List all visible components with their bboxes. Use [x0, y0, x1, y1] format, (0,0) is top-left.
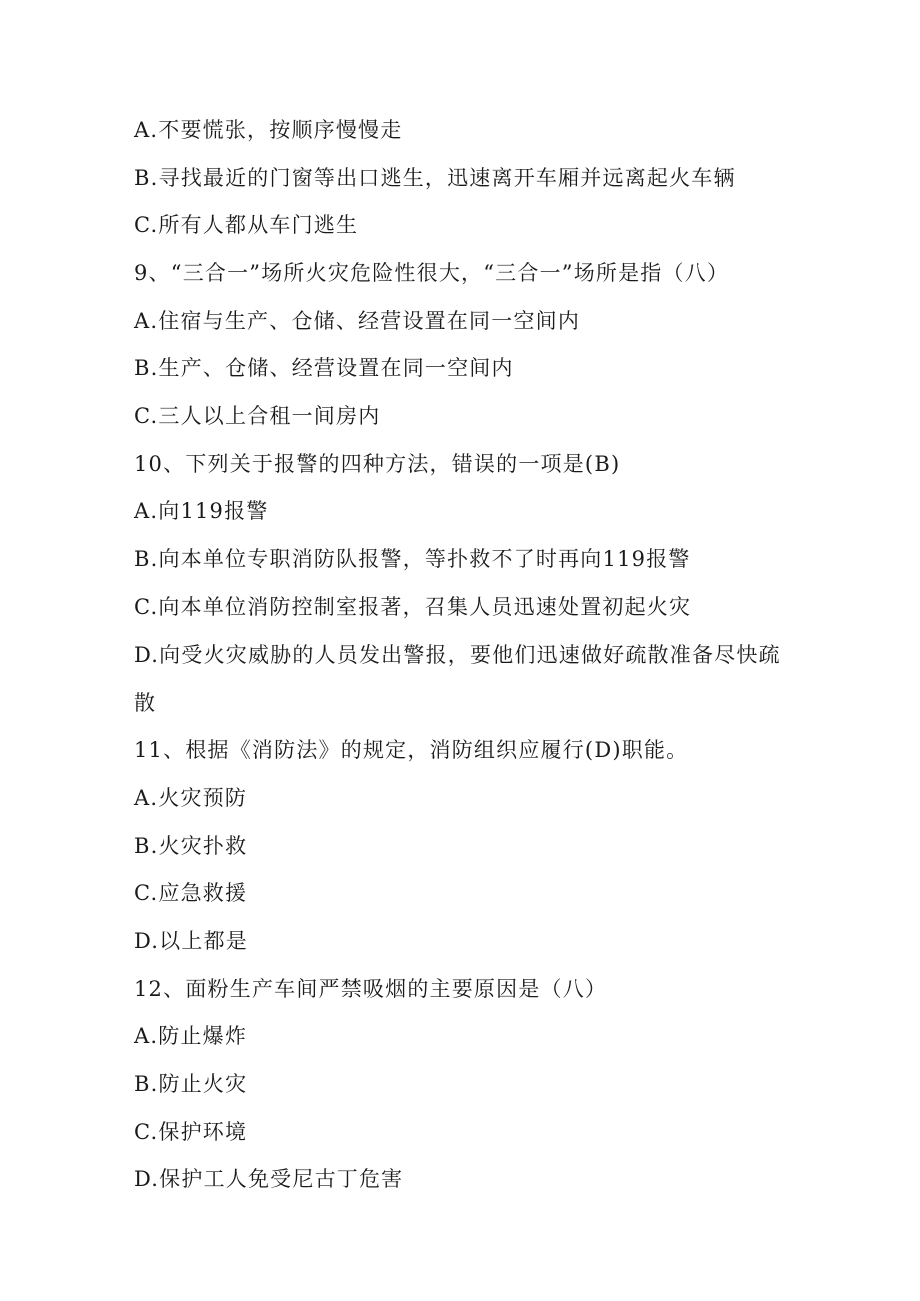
option-text: D.保护工人免受尼古丁危害 [134, 1167, 404, 1191]
option-text: C.向本单位消防控制室报著，召集人员迅速处置初起火灾 [134, 595, 692, 619]
option-text: C.三人以上合租一间房内 [134, 404, 381, 428]
option-text-continuation: 散 [134, 691, 157, 715]
option-text: D.以上都是 [134, 929, 248, 953]
option-text: B.寻找最近的门窗等出口逃生，迅速离开车厢并远离起火车辆 [134, 166, 736, 190]
option-text: B.生产、仓储、经营设置在同一空间内 [134, 356, 514, 380]
option-text: C.应急救援 [134, 881, 248, 905]
option-text: D.向受火灾威胁的人员发出警报，要他们迅速做好疏散准备尽快疏 [134, 643, 781, 667]
question-text: 10、下列关于报警的四种方法，错误的一项是(B) [134, 452, 621, 476]
option-text: A.火灾预防 [134, 786, 248, 810]
option-text: A.住宿与生产、仓储、经营设置在同一空间内 [134, 309, 581, 333]
option-text: B.防止火灾 [134, 1072, 248, 1096]
option-text: C.所有人都从车门逃生 [134, 213, 359, 237]
option-text: A.向119报警 [134, 499, 269, 523]
option-text: B.向本单位专职消防队报警，等扑救不了时再向119报警 [134, 547, 691, 571]
option-text: B.火灾扑救 [134, 834, 248, 858]
question-text: 9、“三合一”场所火灾危险性很大，“三合一”场所是指（八） [134, 261, 730, 285]
option-text: C.保护环境 [134, 1120, 248, 1144]
question-text: 11、根据《消防法》的规定，消防组织应履行(D)职能。 [134, 738, 689, 762]
option-text: A.防止爆炸 [134, 1024, 248, 1048]
question-text: 12、面粉生产车间严禁吸烟的主要原因是（八） [134, 977, 608, 1001]
option-text: A.不要慌张，按顺序慢慢走 [134, 118, 403, 142]
